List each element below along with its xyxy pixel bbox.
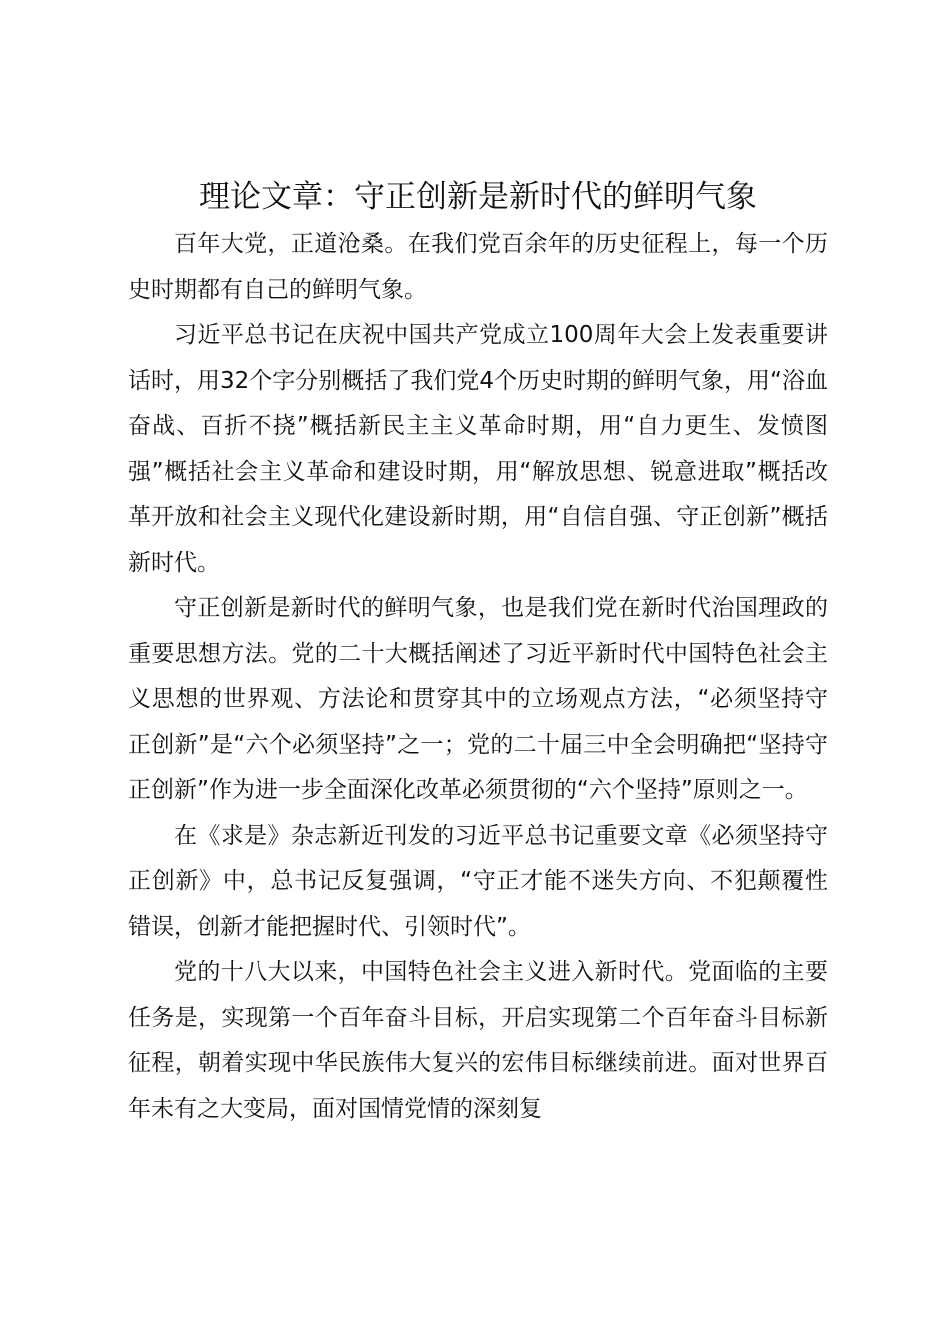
paragraph-5: 党的十八大以来，中国特色社会主义进入新时代。党面临的主要任务是，实现第一个百年奋斗目标，开启实现第二个百年奋斗目标新征程，朝着实现中华民族伟大复兴的宏伟目标继续前进。面对世界百年未有之大变局，面对国情党情的深刻复 [128,959,828,1122]
paragraph-3: 守正创新是新时代的鲜明气象，也是我们党在新时代治国理政的重要思想方法。党的二十大概括阐述了习近平新时代中国特色社会主义思想的世界观、方法论和贯穿其中的立场观点方法，“必须坚持守正创新”是“六个必须坚持”之一；党的二十届三中全会明确把“坚持守正创新”作为进一步全面深化改革必须贯彻的“六个坚持”原则之一。 [128,595,828,803]
document-title: 理论文章：守正创新是新时代的鲜明气象 [199,179,757,215]
paragraph-4: 在《求是》杂志新近刊发的习近平总书记重要文章《必须坚持守正创新》中，总书记反复强调，“守正才能不迷失方向、不犯颠覆性错误，创新才能把握时代、引领时代”。 [128,822,828,940]
document-page [128,172,828,1132]
paragraph-2: 习近平总书记在庆祝中国共产党成立100周年大会上发表重要讲话时，用32个字分别概括了我们党4个历史时期的鲜明气象，用“浴血奋战、百折不挠”概括新民主主义革命时期，用“自力更生、发愤图强”概括社会主义革命和建设时期，用“解放思想、锐意进取”概括改革开放和社会主义现代化建设新时期，用“自信自强、守正创新”概括新时代。 [128,322,828,576]
paragraph-1: 百年大党，正道沧桑。在我们党百余年的历史征程上，每一个历史时期都有自己的鲜明气象。 [128,231,828,303]
